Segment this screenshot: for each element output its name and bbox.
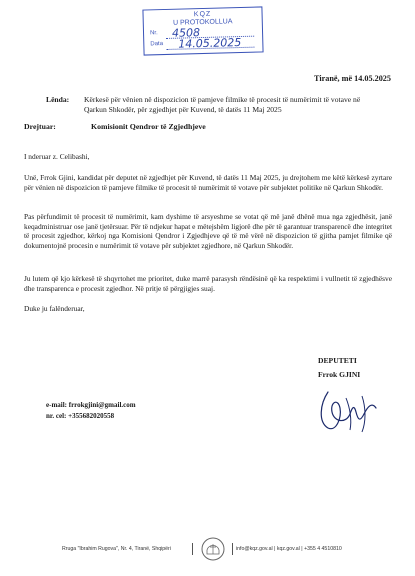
stamp-date-value: 14.05.2025 — [178, 36, 242, 51]
closing-line: Duke ju falënderuar, — [24, 304, 85, 313]
subject-text: Kërkesë për vënien në dispozicion të pamjeve filmike të procesit të numërimit të votave në Qarkun Shkodër, për zgjedhjet për Kuvend, të datës 11 Maj 2025 — [84, 95, 361, 114]
signer-title: DEPUTETI — [318, 356, 357, 365]
recipient-value: Komisionit Qendror të Zgjedhjeve — [91, 122, 206, 131]
paragraph-2: Pas përfundimit të procesit të numërimit, kam dyshime të arsyeshme se votat që më janë dhënë mua nga zgjedhësit, janë keqadministruar ose janë tjetërsuar. Për të ndjekur hapat e mëtejshëm ligjorë dhe për të garantuar transparencë dhe integritet të procesit zgjedhor, kërkoj nga Komisioni Qendror i Zgjedhjeve që të më vërë në dispozicion të gjitha pamjet filmike që dokumentojnë procesin e numërimit të votave për subjektet zgjedhore, në Qarkun Shkodër. — [24, 212, 392, 250]
footer-website: kqz.gov.al — [276, 546, 300, 552]
stamp-title: U PROTOKOLLUA — [172, 18, 233, 27]
stamp-nr-value: 4508 — [171, 26, 201, 40]
footer-sep-glyph: | — [301, 546, 305, 552]
footer-contacts — [236, 546, 342, 552]
footer-sep-glyph: | — [274, 546, 277, 552]
footer-email: info@kqz.gov.al — [236, 546, 273, 552]
contact-phone: nr. cel: +355682020558 — [46, 412, 115, 420]
handwritten-signature — [306, 378, 386, 438]
salutation: I nderuar z. Celibashi, — [24, 152, 90, 161]
place-date: Tiranë, më 14.05.2025 — [314, 74, 391, 83]
page-footer — [0, 534, 415, 564]
recipient-label: Drejtuar: — [24, 122, 56, 131]
signer-name: Frrok GJINI — [318, 370, 361, 379]
paragraph-3: Ju lutem që kjo kërkesë të shqyrtohet me prioritet, duke marrë parasysh rëndësinë që ka respektimi i vullnetit të zgjedhësve dhe transparenca e procesit zgjedhor. Në pritje të përgjigjes suaj. — [24, 274, 392, 293]
subject-label: Lënda: — [46, 95, 70, 104]
paragraph-1: Unë, Frrok Gjini, kandidat për deputet në zgjedhjet për Kuvend, të datës 11 Maj 2025, ju drejtohem me këtë kërkesë zyrtare për vënien në dispozicion të pamjeve filmike të procesit të numërimit të votave për subjektet politike në Qarkun Shkodër. — [24, 173, 392, 192]
footer-divider — [192, 543, 193, 555]
footer-address: Rruga "Ibrahim Rugova", Nr. 4, Tiranë, Shqipëri — [62, 546, 171, 552]
recipient-block — [24, 122, 206, 131]
protocol-stamp — [142, 6, 263, 55]
stamp-date-label: Data — [150, 41, 164, 48]
contact-block — [46, 400, 136, 422]
kqz-logo-icon — [200, 536, 226, 562]
stamp-nr-label: Nr. — [149, 30, 158, 37]
stamp-org: KQZ — [193, 10, 212, 19]
footer-divider — [232, 543, 233, 555]
footer-phone: +355 4 4510810 — [304, 546, 342, 552]
contact-email: e-mail: frrokgjini@gmail.com — [46, 401, 136, 409]
